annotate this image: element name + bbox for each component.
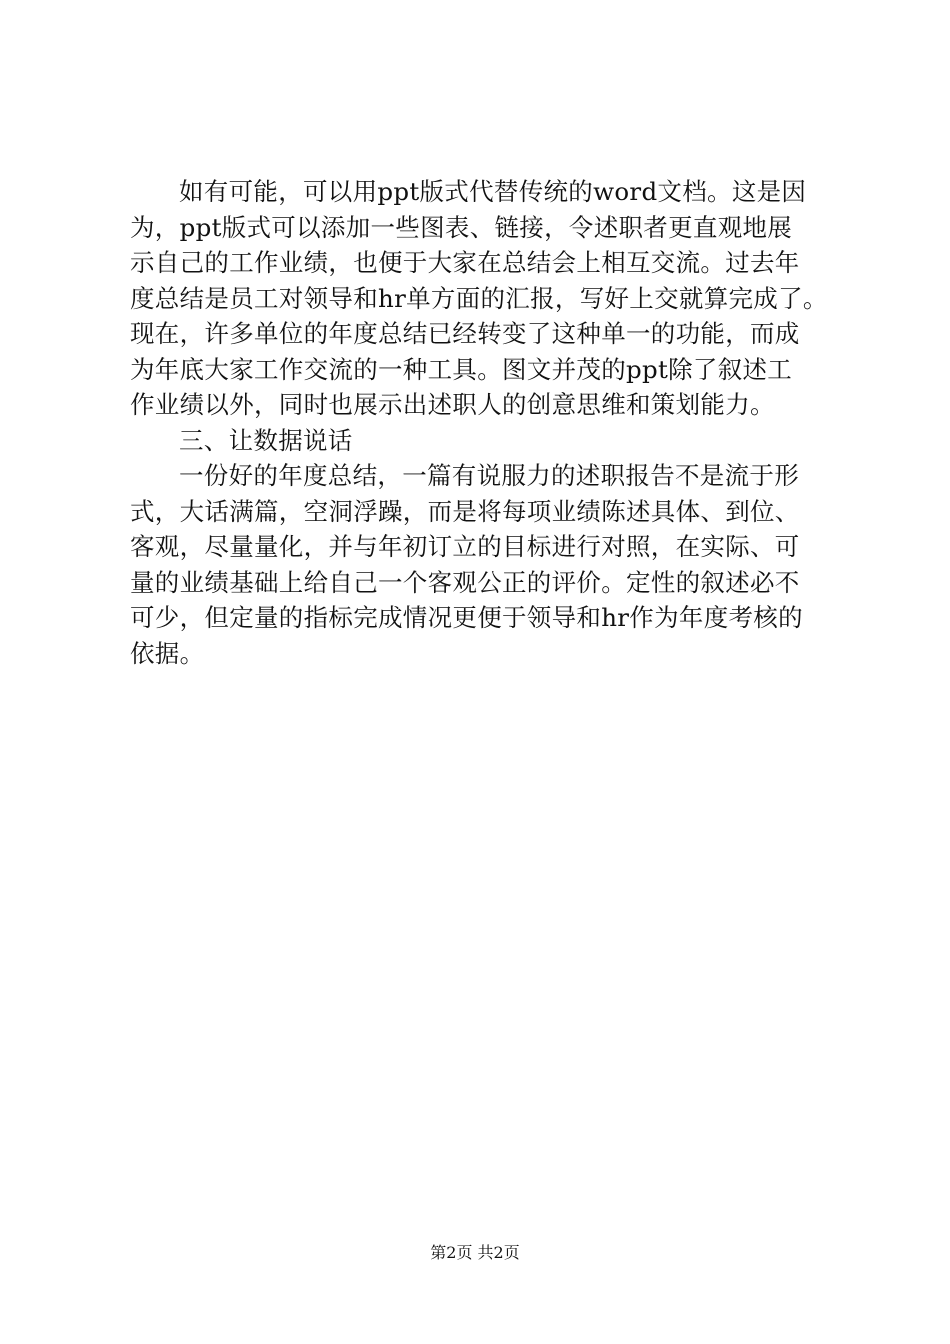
text-line: 示自己的工作业绩，也便于大家在总结会上相互交流。过去年 — [130, 248, 800, 277]
section-heading — [130, 423, 850, 459]
page-footer — [0, 1242, 950, 1264]
text-line: 量的业绩基础上给自己一个客观公正的评价。定性的叙述必不 — [130, 567, 800, 597]
heading-text: 三、让数据说话 — [179, 425, 353, 455]
paragraph-data-speaks — [130, 458, 850, 671]
text-line: 度总结是员工对领导和hr单方面的汇报，写好上交就算完成了。 — [130, 283, 828, 313]
paragraph-ppt-format — [130, 174, 850, 423]
text-line: 为年底大家工作交流的一种工具。图文并茂的ppt除了叙述工 — [130, 354, 793, 384]
text-line: 作业绩以外，同时也展示出述职人的创意思维和策划能力。 — [130, 390, 775, 419]
text-line: 一份好的年度总结，一篇有说服力的述职报告不是流于形 — [179, 461, 799, 490]
page-number-label: 第2页 共2页 — [430, 1243, 520, 1262]
text-line: 客观，尽量量化，并与年初订立的目标进行对照，在实际、可 — [130, 532, 800, 561]
text-line: 可少，但定量的指标完成情况更便于领导和hr作为年度考核的 — [130, 603, 803, 632]
text-line: 依据。 — [130, 638, 205, 668]
text-line: 为，ppt版式可以添加一些图表、链接，令述职者更直观地展 — [130, 212, 793, 242]
text-line: 式，大话满篇，空洞浮躁，而是将每项业绩陈述具体、到位、 — [130, 496, 800, 526]
document-body — [130, 174, 850, 671]
text-line: 现在，许多单位的年度总结已经转变了这种单一的功能，而成 — [130, 319, 800, 348]
text-line: 如有可能，可以用ppt版式代替传统的word文档。这是因 — [179, 177, 807, 206]
